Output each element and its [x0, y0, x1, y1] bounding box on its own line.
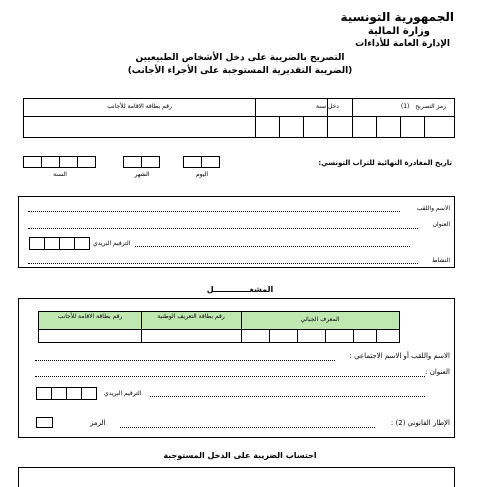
- declaration-footnote: (1): [400, 103, 410, 110]
- employer-residence-card-input[interactable]: [41, 331, 139, 341]
- form-subtitle: (الضريبة التقديرية المستوجبة على الأجراء الأجانب): [127, 66, 353, 76]
- employer-code-label: الرمز: [90, 419, 106, 427]
- month-label: الشهر: [134, 171, 150, 178]
- departure-date-label: تاريخ المغادرة النهائية للتراب التونسي:: [318, 159, 452, 167]
- form-title: التصريح بالضريبة على دخل الأشخاص الطبيعيين: [135, 53, 345, 63]
- month-digit-2[interactable]: [141, 156, 160, 168]
- employer-postal-line: [150, 396, 425, 397]
- ministry-name: وزارة المالية: [367, 26, 430, 37]
- declaration-code-label: رمز التصريح: [415, 103, 446, 110]
- tax-calculation-title: احتساب الضريبة على الدخل المستوجبة: [163, 451, 317, 460]
- month-digit-1[interactable]: [123, 156, 142, 168]
- taxpayer-address-field[interactable]: [28, 228, 418, 229]
- employer-postal-digit-3[interactable]: [66, 387, 82, 400]
- taxpayer-name-label: الاسم واللقب: [416, 205, 450, 212]
- employer-address-field[interactable]: [35, 376, 425, 377]
- employer-name-label: الاسم واللقب أو الاسم الاجتماعي :: [349, 352, 450, 360]
- employer-national-id-label: رقم بطاقة التعريف الوطنية: [157, 313, 225, 320]
- year-digit-3[interactable]: [59, 156, 78, 168]
- employer-postal-digit-2[interactable]: [51, 387, 67, 400]
- taxpayer-name-field[interactable]: [28, 211, 400, 212]
- taxpayer-address-label: العنوان: [432, 221, 450, 228]
- taxpayer-postal-digit-1[interactable]: [29, 237, 45, 250]
- legal-form-field[interactable]: [120, 427, 375, 428]
- day-digit-2[interactable]: [201, 156, 220, 168]
- employer-address-label: العنوان :: [425, 368, 450, 376]
- taxpayer-postal-digit-2[interactable]: [44, 237, 60, 250]
- taxpayer-postal-line: [135, 246, 410, 247]
- employer-tax-id-input[interactable]: [243, 331, 397, 341]
- tax-calculation-block: [18, 467, 455, 487]
- republic-name: الجمهورية التونسية: [340, 10, 454, 24]
- employer-postal-digit-1[interactable]: [36, 387, 52, 400]
- employer-postal-label: الترقيم البريدي: [104, 390, 142, 397]
- taxpayer-block: [18, 196, 455, 268]
- taxpayer-postal-digit-3[interactable]: [59, 237, 75, 250]
- employer-postal-digit-4[interactable]: [81, 387, 97, 400]
- employer-tax-id-label: المعرف الجبائي: [300, 316, 340, 323]
- employer-id-header: [38, 311, 400, 330]
- employer-name-field[interactable]: [35, 360, 335, 361]
- day-label: اليوم: [195, 171, 209, 178]
- taxpayer-postal-digit-4[interactable]: [74, 237, 90, 250]
- taxpayer-postal-label: الترقيم البريدي: [93, 240, 131, 247]
- taxpayer-activity-label: النشاط: [431, 257, 450, 264]
- year-digit-2[interactable]: [41, 156, 60, 168]
- income-year-label: دخل سنة: [316, 103, 339, 110]
- employer-section-title: المشغـــــــــــــل: [206, 285, 274, 294]
- year-digit-1[interactable]: [23, 156, 42, 168]
- residence-card-label: رقم بطاقة الاقامة للأجانب: [107, 103, 172, 110]
- employer-residence-card-label: رقم بطاقة الاقامة للأجانب: [57, 313, 123, 320]
- legal-form-label: الإطار القانوني (2) :: [390, 419, 450, 427]
- employer-code-box[interactable]: [36, 417, 53, 428]
- employer-national-id-input[interactable]: [143, 331, 239, 341]
- declaration-table: [23, 98, 455, 138]
- taxpayer-activity-field[interactable]: [28, 263, 418, 264]
- declaration-code-input[interactable]: [356, 119, 452, 134]
- employer-id-row: [38, 329, 400, 343]
- year-label: السنة: [53, 171, 67, 178]
- directorate-name: الإدارة العامة للأداءات: [355, 39, 450, 49]
- day-digit-1[interactable]: [183, 156, 202, 168]
- year-digit-4[interactable]: [77, 156, 96, 168]
- residence-card-input[interactable]: [26, 119, 252, 134]
